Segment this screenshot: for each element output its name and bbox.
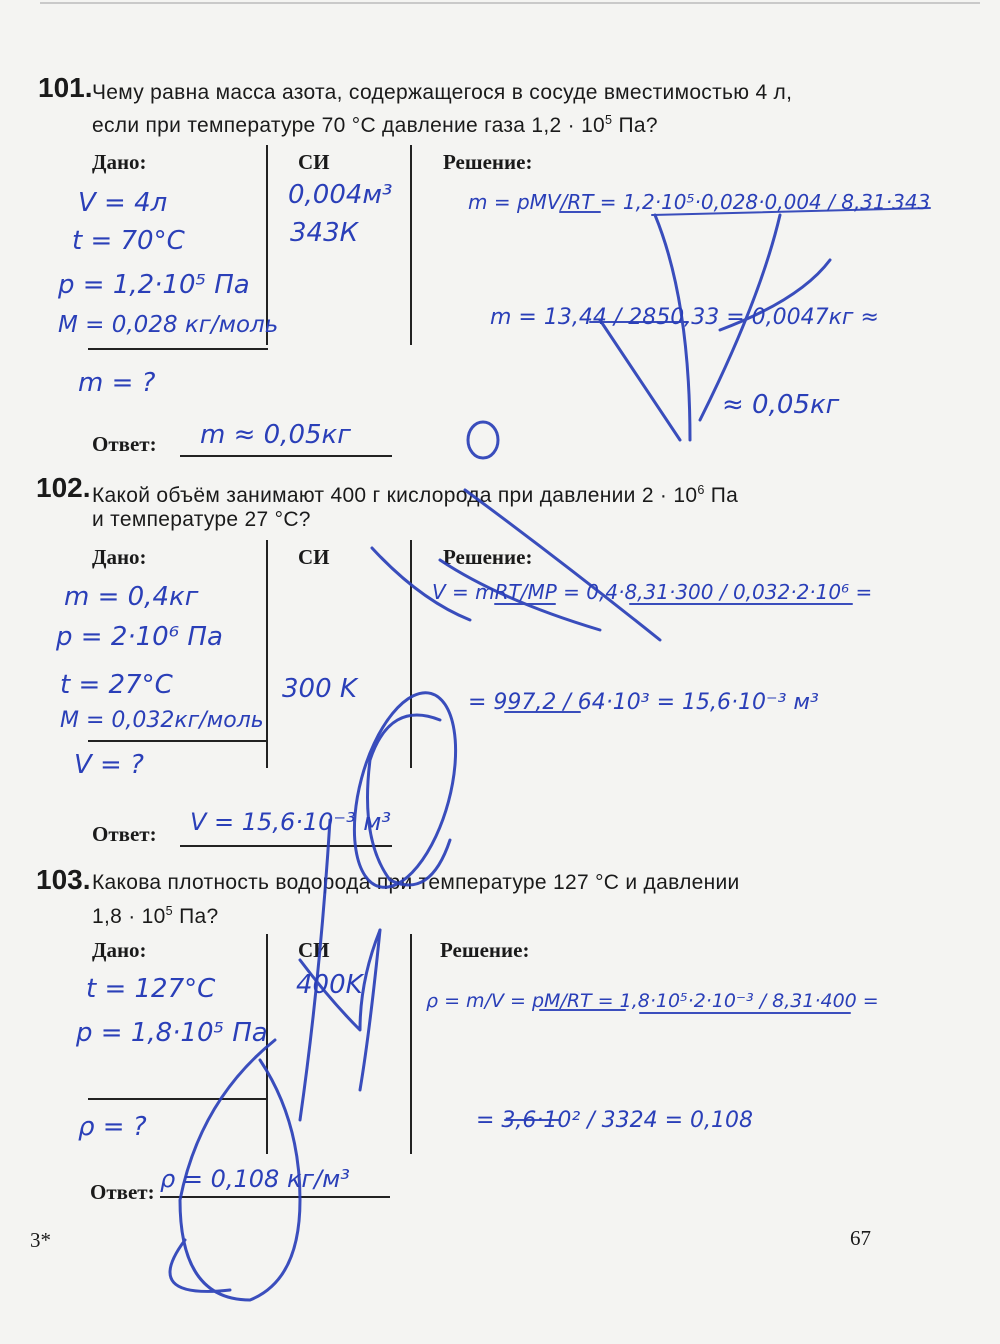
problem-text-line: если при температуре 70 °С давление газа $1,2 \cdot 10^5$ Па? (92, 113, 658, 137)
si-value: 0,004м³ (288, 180, 393, 210)
given-value: V = ? (74, 750, 144, 780)
si-label: СИ (298, 545, 330, 569)
answer-label: Ответ: (90, 1180, 155, 1204)
problem-text-line: Какой объём занимают 400 г кислорода при давлении $2 \cdot 10^6$ Па (92, 483, 739, 507)
given-value: t = 70°C (72, 226, 185, 256)
answer-value: ρ = 0,108 кг/м³ (160, 1165, 350, 1193)
problem-number: 101. (38, 72, 93, 103)
given-value: ρ = ? (78, 1112, 147, 1142)
solution-label: Решение: (440, 938, 530, 962)
solution-line: m = pMV/RT = 1,2·10⁵·0,028·0,004 / 8,31·343 (468, 190, 931, 214)
answer-label: Ответ: (92, 432, 157, 456)
page-number: 67 (850, 1226, 871, 1250)
si-value: 300 K (282, 674, 357, 704)
answer-value: m ≈ 0,05кг (200, 420, 351, 450)
given-value: p = 2·10⁶ Па (56, 622, 223, 652)
si-label: СИ (298, 150, 330, 174)
given-value: p = 1,2·10⁵ Па (58, 270, 250, 300)
given-value: M = 0,032кг/моль (60, 708, 264, 733)
problem-text-line: $1,8 \cdot 10^5$ Па? (92, 904, 219, 928)
solution-label: Решение: (443, 545, 533, 569)
solution-line: ρ = m/V = pM/RT = 1,8·10⁵·2·10⁻³ / 8,31·400 = (426, 990, 879, 1012)
solution-line: m = 13,44 / 2850,33 = 0,0047кг ≈ (490, 305, 879, 330)
given-value: m = ? (78, 368, 156, 398)
given-value: M = 0,028 кг/моль (58, 312, 279, 338)
answer-label: Ответ: (92, 822, 157, 846)
solution-line: = 3,6·10² / 3324 = 0,108 (476, 1108, 754, 1133)
given-value: p = 1,8·10⁵ Па (76, 1018, 268, 1048)
answer-value: V = 15,6·10⁻³ м³ (190, 808, 392, 836)
solution-line: ≈ 0,05кг (722, 390, 840, 420)
given-value: t = 127°C (86, 974, 216, 1004)
given-label: Дано: (92, 938, 147, 962)
si-value: 400K (296, 970, 363, 1000)
footer-mark: 3* (30, 1228, 51, 1252)
solution-line: V = mRT/MP = 0,4·8,31·300 / 0,032·2·10⁶ = (432, 580, 873, 604)
solution-label: Решение: (443, 150, 533, 174)
given-value: V = 4л (78, 188, 168, 218)
problem-text-line: и температуре 27 °С? (92, 508, 311, 531)
given-label: Дано: (92, 545, 147, 569)
scribble-stroke (655, 215, 690, 440)
problem-text-line: Какова плотность водорода при температуре 127 °С и давлении (92, 871, 740, 894)
si-value: 343К (290, 218, 359, 248)
given-value: m = 0,4кг (64, 582, 199, 612)
problem-number: 102. (36, 472, 91, 503)
solution-line: = 997,2 / 64·10³ = 15,6·10⁻³ м³ (468, 690, 819, 715)
problem-text-line: Чему равна масса азота, содержащегося в сосуде вместимостью 4 л, (92, 81, 793, 104)
given-label: Дано: (92, 150, 147, 174)
problem-number: 103. (36, 864, 91, 895)
si-label: СИ (298, 938, 330, 962)
given-value: t = 27°C (60, 670, 173, 700)
